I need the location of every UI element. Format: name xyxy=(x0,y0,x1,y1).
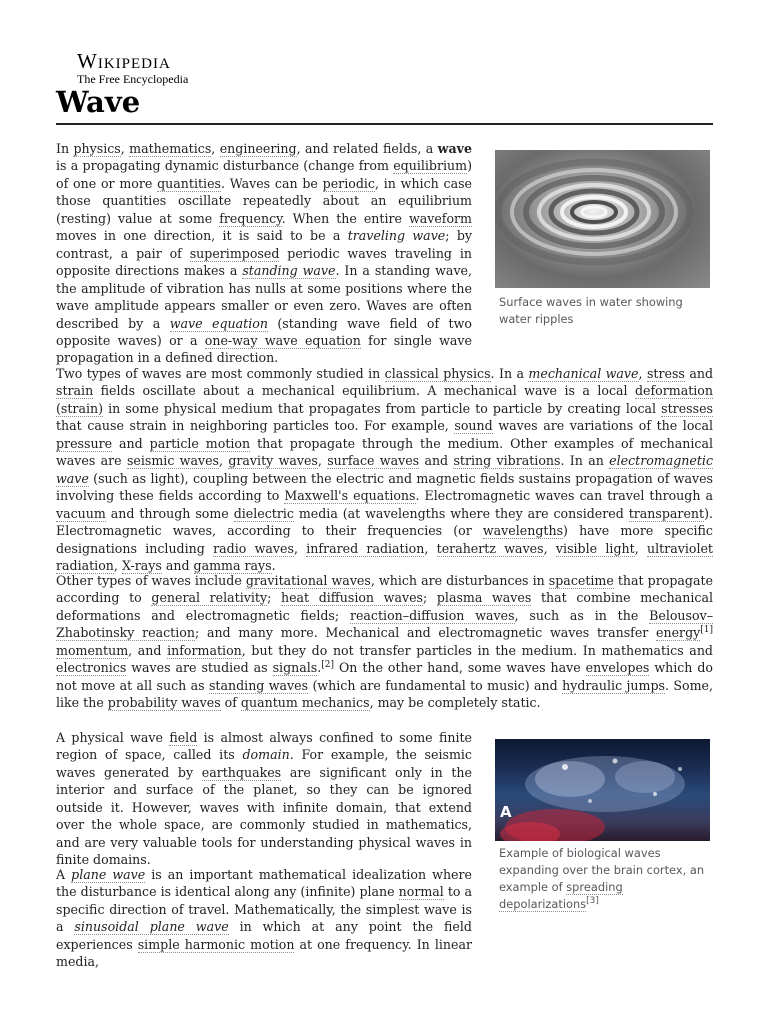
article-link[interactable]: equilibrium xyxy=(393,158,468,174)
article-link[interactable]: transparent xyxy=(628,505,705,521)
title-divider xyxy=(56,123,713,125)
article-link[interactable]: periodic xyxy=(322,175,375,191)
article-link[interactable]: general relativity xyxy=(151,590,268,606)
article-link[interactable]: dielectric xyxy=(233,505,294,521)
article-link[interactable]: standing wave xyxy=(242,263,336,279)
caption-text: Example of biological waves expanding over the brain cortex, an example of xyxy=(499,846,705,894)
article-link[interactable]: stresses xyxy=(661,400,713,416)
article-link[interactable]: X-rays xyxy=(121,557,162,573)
article-link[interactable]: waveform xyxy=(408,210,472,226)
article-link[interactable]: momentum xyxy=(56,642,129,658)
logo-tagline: The Free Encyclopedia xyxy=(77,72,189,86)
bold-term: wave xyxy=(437,141,473,156)
article-link[interactable]: Belousov–Zhabotinsky reaction xyxy=(56,607,713,641)
caption-link[interactable]: spreading depolarizations xyxy=(499,880,623,911)
article-link[interactable]: particle motion xyxy=(149,435,251,451)
reference-link[interactable]: [2] xyxy=(321,660,335,671)
article-link[interactable]: plasma waves xyxy=(436,590,532,606)
italic-term: domain xyxy=(242,747,290,763)
water-ripples-image[interactable] xyxy=(495,150,710,288)
wikipedia-logo[interactable] xyxy=(77,50,188,86)
logo-wordmark: Wikipedia xyxy=(77,49,171,73)
article-link[interactable]: signals xyxy=(272,660,318,676)
article-link[interactable]: visible light xyxy=(555,540,635,556)
article-link[interactable]: simple harmonic motion xyxy=(137,936,295,952)
article-link[interactable]: sound xyxy=(454,418,493,434)
article-link[interactable]: mathematics xyxy=(129,141,212,156)
article-link[interactable]: radio waves xyxy=(213,540,294,556)
article-link[interactable]: envelopes xyxy=(585,660,650,676)
article-link[interactable]: normal xyxy=(398,884,444,900)
reference-link[interactable]: [1] xyxy=(700,625,713,636)
article-link[interactable]: sinusoidal plane wave xyxy=(74,919,229,935)
article-link[interactable]: heat diffusion waves xyxy=(280,590,423,606)
plane-wave-paragraph: A plane wave is an important mathematical idealization where the disturbance is identical along any (infinite) plane normal to a specific direction of travel. Mathematically, the simplest wave is a sinusoidal plane wave in which at any point the field experiences simple harmonic motion at one frequency. In linear media, xyxy=(56,867,472,970)
article-link[interactable]: field xyxy=(169,730,198,745)
domain-paragraph: A physical wave field is almost always confined to some finite region of space, called its domain. For example, the seismic waves generated by earthquakes are significant only in the interior and surface of the planet, so they can be ignored outside it. However, waves with infinite domain, that extend over the whole space, are commonly studied in mathematics, and are very valuable tools for understanding physical waves in finite domains. xyxy=(56,730,473,868)
figure-caption: Surface waves in water showing water ripples xyxy=(499,295,683,326)
figure-water-ripples xyxy=(495,150,710,328)
article-link[interactable]: one-way wave equation xyxy=(204,332,361,348)
panel-label: A xyxy=(500,803,512,821)
article-link[interactable]: gravity waves xyxy=(228,453,318,469)
article-link[interactable]: terahertz waves xyxy=(436,540,544,556)
article-link[interactable]: frequency xyxy=(219,210,282,226)
mechanical-electromagnetic-paragraph: Two types of waves are most commonly studied in classical physics. In a mechanical wave, stress and strain fields oscillate about a mechanical equilibrium. A mechanical wave is a local deformation (strain) in some physical medium that propagates from particle to particle by creating local stresses that cause strain in neighboring particles too. For example, sound waves are variations of the local pressure and particle motion that propagate through the medium. Other examples of mechanical waves are seismic waves, gravity waves, surface waves and string vibrations. In an electromagnetic wave (such as light), coupling between the electric and magnetic fields sustains propagation of waves involving these fields according to Maxwell's equations. Electromagnetic waves can travel through a vacuum and through some dielectric media (at wavelengths where they are considered transparent). Electromagnetic waves, according to their frequencies (or wavelengths) have more specific designations including radio waves, infrared radiation, terahertz waves, visible light, ultraviolet radiation, X-rays and gamma rays. xyxy=(56,366,714,573)
article-link[interactable]: gravitational waves xyxy=(245,573,371,588)
figure-caption xyxy=(495,841,710,913)
article-link[interactable]: earthquakes xyxy=(201,764,282,780)
article-link[interactable]: deformation (strain) xyxy=(56,383,713,416)
article-link[interactable]: hydraulic jumps xyxy=(562,677,665,693)
article-link[interactable]: wavelengths xyxy=(482,523,564,539)
article-link[interactable]: physics xyxy=(73,141,121,156)
article-link[interactable]: energy xyxy=(656,625,701,641)
italic-term: traveling wave xyxy=(347,228,446,244)
article-link[interactable]: quantities xyxy=(157,175,221,191)
article-link[interactable]: reaction–diffusion waves xyxy=(349,607,515,623)
article-link[interactable]: wave equation xyxy=(169,315,268,331)
article-link[interactable]: electronics xyxy=(56,660,127,676)
article-link[interactable]: ultraviolet radiation xyxy=(56,540,713,573)
article-link[interactable]: string vibrations xyxy=(453,453,561,469)
article-link[interactable]: probability waves xyxy=(107,695,221,711)
article-link[interactable]: engineering xyxy=(219,141,297,156)
article-link[interactable]: standing waves xyxy=(208,677,309,693)
article-link[interactable]: spacetime xyxy=(548,573,614,588)
article-link[interactable]: gamma rays xyxy=(193,557,272,573)
intro-paragraph: In physics, mathematics, engineering, and related fields, a wave is a propagating dynamic disturbance (change from equilibrium) of one or more quantities. Waves can be periodic, in which case those quantities oscillate repeatedly about an equilibrium (resting) value at some frequency. When the entire waveform moves in one direction, it is said to be a traveling wave; by contrast, a pair of superimposed periodic waves traveling in opposite directions makes a standing wave. In a standing wave, the amplitude of vibration has nulls at some positions where the wave amplitude appears smaller or even zero. Waves are often described by a wave equation (standing wave field of two opposite waves) or a one-way wave equation for single wave propagation in a defined direction. xyxy=(56,141,473,366)
article-link[interactable]: plane wave xyxy=(71,867,146,882)
article-link[interactable]: surface waves xyxy=(327,453,420,469)
page-title: Wave xyxy=(56,85,141,119)
other-waves-paragraph: Other types of waves include gravitational waves, which are disturbances in spacetime that propagate according to general relativity; heat diffusion waves; plasma waves that combine mechanical deformations and electromagnetic fields; reaction–diffusion waves, such as in the Belousov–Zhabotinsky reaction; and many more. Mechanical and electromagnetic waves transfer energy[1] momentum, and information, but they do not transfer particles in the medium. In mathematics and electronics waves are studied as signals.[2] On the other hand, some waves have envelopes which do not move at all such as standing waves (which are fundamental to music) and hydraulic jumps. Some, like the probability waves of quantum mechanics, may be completely static. xyxy=(56,573,713,711)
article-link[interactable]: quantum mechanics xyxy=(240,695,370,711)
article-link[interactable]: electromagnetic wave xyxy=(56,453,714,486)
article-link[interactable]: information xyxy=(167,642,242,658)
article-link[interactable]: superimposed xyxy=(189,245,280,261)
article-link[interactable]: infrared radiation xyxy=(306,540,425,556)
article-link[interactable]: seismic waves xyxy=(126,453,220,469)
figure-brain-waves xyxy=(495,739,710,913)
article-link[interactable]: mechanical wave xyxy=(528,366,639,381)
article-link[interactable]: pressure xyxy=(56,435,113,451)
brain-cortex-waves-image[interactable] xyxy=(495,739,710,841)
article-link[interactable]: strain xyxy=(56,383,94,399)
article-link[interactable]: classical physics xyxy=(384,366,491,381)
article-link[interactable]: Maxwell's equations xyxy=(284,488,416,504)
article-link[interactable]: stress xyxy=(646,366,685,381)
article-link[interactable]: vacuum xyxy=(56,505,106,521)
reference-3[interactable]: [3] xyxy=(586,896,599,907)
